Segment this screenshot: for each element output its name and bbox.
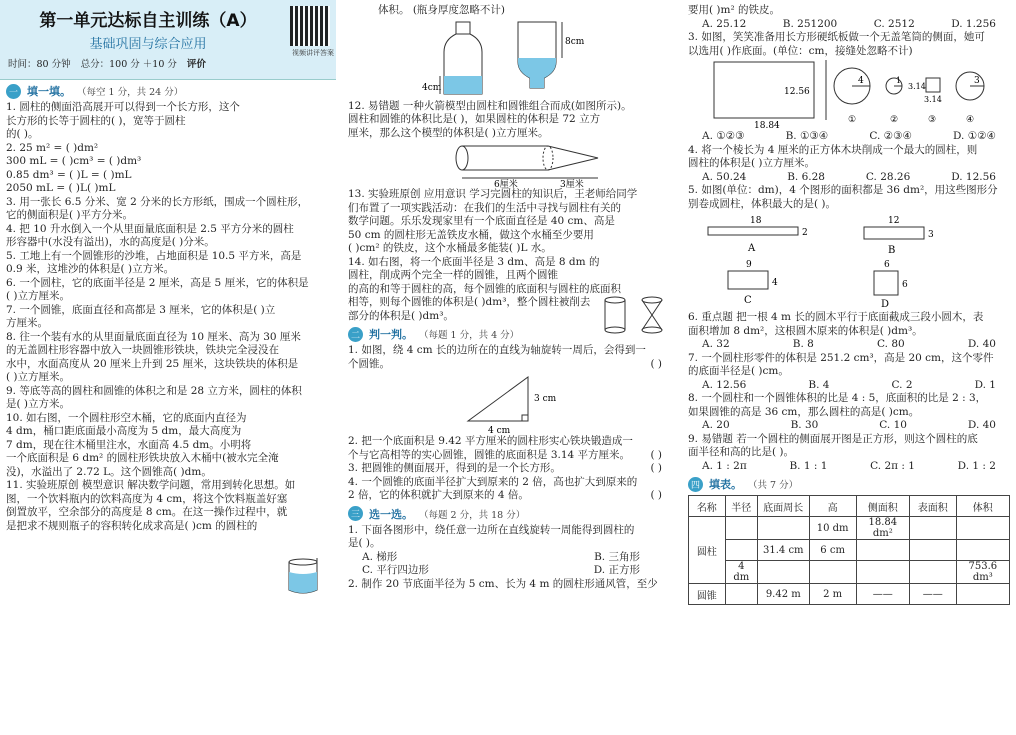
table-cell[interactable] xyxy=(856,540,909,561)
table-cell[interactable] xyxy=(725,584,757,605)
question-4-line-1: 4. 将一个棱长为 4 厘米的正方体木块削成一个最大的圆柱，则 xyxy=(688,143,978,156)
shape-1-label: ① xyxy=(848,115,857,125)
triangle-base: 4 cm xyxy=(488,426,511,435)
choice-1-options xyxy=(348,551,670,565)
table-cell: 2 m xyxy=(809,584,856,605)
total-score: 总分：100 分 ＋10 分 xyxy=(80,59,177,70)
option-a[interactable]: A. 梯形 xyxy=(362,550,398,563)
table-cell: 6 cm xyxy=(809,540,856,561)
column-2 xyxy=(342,0,676,735)
fill-question-line: 2050 mL = ( )L( )mL xyxy=(6,182,116,194)
table-cell[interactable] xyxy=(909,517,956,540)
option-c[interactable]: C. 平行四边形 xyxy=(362,564,429,576)
fill-question-line: 4 dm，桶口距底面最小高度为 5 dm，最大高度为 xyxy=(6,425,242,437)
section-1-header xyxy=(6,83,330,99)
question-13-line: 部分的体积是( )dm³。 xyxy=(348,309,454,322)
question-13-line: 圆柱，削成两个完全一样的圆锥，且两个圆锥 xyxy=(348,269,558,281)
option-b[interactable]: B. 三角形 xyxy=(594,550,640,563)
answer-paren[interactable]: ( ) xyxy=(650,489,662,501)
triangle-figure xyxy=(458,371,588,435)
choice-option[interactable]: D. 40 xyxy=(967,419,996,431)
section-4-header xyxy=(688,476,1010,492)
judge-1-line-1: 1. 如图，绕 4 cm 长的边所在的直线为轴旋转一周后，会得到一 xyxy=(348,344,646,356)
judge-1-line-2: 个圆锥。 ( ) xyxy=(348,357,662,370)
title-box xyxy=(0,0,336,80)
rect-c-height: 4 xyxy=(772,278,778,288)
choice-options xyxy=(688,379,1010,393)
rocket-cone-length: 3厘米 xyxy=(560,180,584,188)
page-subtitle: 基础巩固与综合应用 xyxy=(89,37,207,52)
fill-question-line: 的( )。 xyxy=(6,128,39,140)
section-number: 四 xyxy=(688,477,703,492)
section-number: 二 xyxy=(348,327,363,342)
choice-2-line: 2. 制作 20 节底面半径为 5 cm、长为 4 m 的圆柱形通风管，至少 xyxy=(348,577,658,590)
choice-2-line-2: 要用( )m² 的铁皮。 xyxy=(688,4,781,16)
choice-q8-line: 如果圆锥的高是 36 cm，那么圆柱的高是( )cm。 xyxy=(688,405,920,418)
option-b[interactable]: B. 6.28 xyxy=(787,170,825,183)
rocket-cylinder-length: 6厘米 xyxy=(494,180,518,188)
fill-question-line: 形容器中(水没有溢出)，水的高度是( )分米。 xyxy=(6,236,215,248)
fill-question-line: 没)，水溢出了 2.72 L。这个圆锥高( )dm。 xyxy=(6,465,212,478)
choice-option[interactable]: C. 80 xyxy=(877,338,905,350)
table-header: 表面积 xyxy=(909,496,956,517)
judge-question-line: 个与它高相等的实心圆锥，圆锥的底面积是 3.14 平方厘米。 ( ) xyxy=(348,448,662,461)
choice-option[interactable]: C. 2π : 1 xyxy=(870,459,915,472)
cone-cylinder-figure xyxy=(600,294,670,338)
fill-question-line: 300 mL = ( )cm³ = ( )dm³ xyxy=(6,155,142,167)
choice-q9-line: 9. 易错题 若一个圆柱的侧面展开图是正方形，则这个圆柱的底 xyxy=(688,432,978,445)
fill-question-line: 3. 用一张长 6.5 分米、宽 2 分米的长方形纸，围成一个圆柱形， xyxy=(6,195,309,208)
section-title: 判一判。 xyxy=(369,328,413,341)
section-title: 选一选。 xyxy=(369,507,413,521)
choice-q7-line: 的底面半径是( )cm。 xyxy=(688,365,789,377)
rect-a-width: 18 xyxy=(750,216,762,226)
table-cell: —— xyxy=(909,584,956,605)
question-13-line: 50 cm 的圆柱形无盖铁皮水桶，做这个水桶至少要用 xyxy=(348,228,594,241)
choice-option[interactable]: A. 20 xyxy=(702,419,730,431)
table-cell[interactable] xyxy=(809,561,856,584)
question-13-line: ( )cm² 的铁皮，这个水桶最多能装( )L 水。 xyxy=(348,242,552,254)
time-limit: 时间：80 分钟 xyxy=(8,59,71,70)
bottle-height-2: 8cm xyxy=(565,36,585,47)
question-3-options xyxy=(688,130,1010,144)
rect-a-height: 2 xyxy=(802,228,808,238)
choice-1-line-1: 1. 下面各图形中，绕任意一边所在直线旋转一周能得到圆柱的 xyxy=(348,523,635,536)
shape-2-label: ② xyxy=(890,115,899,125)
fill-question-line: 7 dm，现在往木桶里注水，水面高 4.5 dm。小明将 xyxy=(6,438,252,451)
question-12-line: 12. 易错题 一种火箭模型由圆柱和圆锥组合而成(如图所示)。 xyxy=(348,99,632,112)
option-c[interactable]: C. 2512 xyxy=(873,17,915,30)
choice-option[interactable]: B. 1 : 1 xyxy=(789,459,828,472)
table-cell[interactable] xyxy=(757,517,809,540)
question-5-line-2: 别卷成圆柱，体积最大的是( )。 xyxy=(688,197,837,210)
choice-option[interactable]: D. 1 : 2 xyxy=(957,459,996,472)
fill-question-line: 方厘米。 xyxy=(6,317,48,329)
fill-question-line: 是( )立方米。 xyxy=(6,398,71,410)
fill-question-line: ( )立方厘米。 xyxy=(6,371,71,383)
section-3-header xyxy=(348,506,670,522)
question-13-line: 们布置了一项实践活动：在我们的生活中寻找与圆柱有关的 xyxy=(348,201,621,214)
page-title: 第一单元达标自主训练（A） xyxy=(39,11,257,31)
question-12-line: 圆柱和圆锥的体积比是( )，如果圆柱的体积是 72 立方 xyxy=(348,113,601,125)
choice-q9-line: 面半径和高的比是( )。 xyxy=(688,446,795,458)
table-cell[interactable] xyxy=(856,561,909,584)
fill-question-line: ( )立方厘米。 xyxy=(6,290,71,302)
rect-width-label: 18.84 xyxy=(754,121,780,130)
table-cell: 753.6 dm³ xyxy=(956,561,1009,584)
question-13-line: 数学问题。乐乐发现家里有一个底面直径是 40 cm、高是 xyxy=(348,215,615,227)
choice-q6-line: 6. 重点题 把一根 4 m 长的圆木平行于底面截成三段小圆木，表 xyxy=(688,311,984,323)
exam-meta xyxy=(8,56,328,70)
judge-questions xyxy=(348,435,670,503)
section-note: （每空 1 分，共 24 分） xyxy=(77,87,184,98)
qr-code-icon[interactable] xyxy=(290,6,330,46)
choice-1-line-2: 是( )。 xyxy=(348,537,381,549)
question-3-line-1: 3. 如图，笑笑准备用长方形硬纸板做一个无盖笔筒的侧面，她可 xyxy=(688,31,985,43)
column-3 xyxy=(682,0,1016,735)
answer-paren[interactable]: ( ) xyxy=(650,448,662,461)
table-cell: —— xyxy=(856,584,909,605)
table-header: 侧面积 xyxy=(856,496,909,517)
table-header: 高 xyxy=(809,496,856,517)
option-b[interactable]: B. ①③④ xyxy=(785,130,829,142)
section-title: 填一填。 xyxy=(27,85,71,98)
question-12 xyxy=(348,100,670,141)
question-5-line-1: 5. 如图(单位：dm)，4 个图形的面积都是 36 dm²，用这些图形分 xyxy=(688,184,998,196)
rect-b-width: 12 xyxy=(888,216,900,226)
fill-questions xyxy=(6,101,330,533)
fill-question-line: 倒置放平，空余部分的高度是 8 cm。在这一操作过程中，就 xyxy=(6,506,288,518)
option-d[interactable]: D. ①②④ xyxy=(953,130,996,142)
rect-c-width: 9 xyxy=(746,260,752,270)
section-title: 填表。 xyxy=(709,478,742,491)
bottle-figure xyxy=(408,18,588,100)
option-b[interactable]: B. 251200 xyxy=(782,17,838,30)
rect-height-label: 12.56 xyxy=(784,87,810,97)
choice-options xyxy=(688,419,1010,433)
fill-question-line: 6. 一个圆柱，它的底面半径是 2 厘米，高是 5 厘米，它的体积是 xyxy=(6,276,309,289)
table-cell: 31.4 cm xyxy=(757,540,809,561)
question-13-line: 相等，则每个圆锥的体积是( )dm³，整个圆柱被削去 xyxy=(348,296,591,308)
option-a[interactable]: A. 50.24 xyxy=(702,170,747,183)
choice-option[interactable]: C. 2 xyxy=(891,378,913,391)
table-cell: 18.84 dm² xyxy=(856,517,909,540)
option-d[interactable]: D. 正方形 xyxy=(593,564,640,576)
option-c[interactable]: C. ②③④ xyxy=(869,130,912,142)
question-12-line: 厘米，那么这个模型的体积是( )立方厘米。 xyxy=(348,126,549,139)
choice-1-options-2 xyxy=(348,564,670,578)
choice-q6-line: 面积增加 8 dm²，这根圆木原来的体积是( )dm³。 xyxy=(688,324,923,337)
square-side-2: 3.14 xyxy=(924,95,942,104)
column-1 xyxy=(0,0,336,735)
choice-option[interactable]: A. 32 xyxy=(702,338,730,350)
table-header: 半径 xyxy=(725,496,757,517)
table-cell[interactable] xyxy=(909,540,956,561)
fill-question-line: 10. 如右图，一个圆柱形空木桶，它的底面内直径为 xyxy=(6,411,247,424)
fill-question-line: 4. 把 10 升水倒入一个从里面量底面积是 2.5 平方分米的圆柱 xyxy=(6,222,294,235)
choice-option[interactable]: A. 1 : 2π xyxy=(702,459,747,472)
table-cell: 4 dm xyxy=(725,561,757,584)
fill-question-line: 9. 等底等高的圆柱和圆锥的体积之和是 28 立方米，圆柱的体积 xyxy=(6,384,302,397)
table-cell[interactable] xyxy=(956,540,1009,561)
fill-table xyxy=(688,495,1010,605)
fill-question-line: 是把求不规则瓶子的容积转化成求高是( )cm 的圆柱的 xyxy=(6,519,258,532)
fill-question-line: 2. 25 m² = ( )dm² xyxy=(6,141,99,154)
table-cell[interactable] xyxy=(956,584,1009,605)
table-cell: 9.42 m xyxy=(757,584,809,605)
table-cell[interactable] xyxy=(956,517,1009,540)
answer-paren[interactable]: ( ) xyxy=(650,462,662,474)
circle-4-radius: 3 xyxy=(974,76,980,86)
choice-option[interactable]: D. 40 xyxy=(967,338,996,350)
fill-question-line: 5. 工地上有一个圆锥形的沙堆，占地面积是 10.5 平方米，高是 xyxy=(6,249,302,262)
shape-3-label: ③ xyxy=(928,115,937,125)
circle-2-radius: 1 xyxy=(896,76,902,85)
rect-a-label: A xyxy=(748,243,756,254)
question-4-line-2: 圆柱的体积是( )立方厘米。 xyxy=(688,157,816,169)
square-side-1: 3.14 xyxy=(908,82,926,91)
table-header: 底面周长 xyxy=(757,496,809,517)
paper-shapes-figure xyxy=(688,58,998,130)
table-cell[interactable] xyxy=(725,540,757,561)
rect-d-label: D xyxy=(881,299,890,310)
choice-option[interactable]: D. 1 xyxy=(974,378,996,391)
rect-d-height: 6 xyxy=(902,280,908,290)
question-13-line: 14. 如右图，将一个底面半径是 3 dm、高是 8 dm 的 xyxy=(348,255,600,268)
rect-c-label: C xyxy=(744,295,752,306)
question-text: 体积。 (瓶身厚度忽略不计) xyxy=(378,4,506,16)
fill-question-line: 0.85 dm³ = ( )L = ( )mL xyxy=(6,168,132,181)
table-cell[interactable] xyxy=(757,561,809,584)
choice-2-options xyxy=(688,18,1010,32)
option-c[interactable]: C. 28.26 xyxy=(865,170,911,183)
judge-question-line: 2. 把一个底面积是 9.42 平方厘米的圆柱形实心铁块锻造成一 xyxy=(348,435,633,447)
section-number: 一 xyxy=(6,84,21,99)
fill-question-line: 8. 往一个装有水的从里面量底面直径为 10 厘米、高为 30 厘米 xyxy=(6,330,301,343)
judge-question-line: 2 倍，它的体积就扩大到原来的 4 倍。 ( ) xyxy=(348,489,662,501)
choice-q8-line: 8. 一个圆柱和一个圆锥体积的比是 4 : 5，底面积的比是 2 : 3， xyxy=(688,392,987,404)
circle-1-radius: 4 xyxy=(858,76,864,86)
fill-question-line: 它的侧面积是( )平方分米。 xyxy=(6,209,134,221)
table-cell: 圆柱 xyxy=(689,517,726,584)
rectangles-figure xyxy=(688,211,998,311)
choice-option[interactable]: B. 30 xyxy=(790,419,819,431)
option-d[interactable]: D. 1.256 xyxy=(951,17,996,30)
fill-question-line: 11. 实验班原创 模型意识 解决数学问题，常用到转化思想。如 xyxy=(6,479,296,491)
fill-question-line: 一个底面积是 6 dm² 的圆柱形铁块放入木桶中(被水完全淹 xyxy=(6,452,279,464)
choice-options xyxy=(688,338,1010,352)
table-header: 名称 xyxy=(689,496,726,517)
judge-question-line: 4. 一个圆锥的底面半径扩大到原来的 2 倍，高也扩大到原来的 xyxy=(348,475,638,488)
table-row xyxy=(689,540,1010,561)
choice-options xyxy=(688,460,1010,474)
choice-q7-line: 7. 一个圆柱形零件的体积是 251.2 cm³，高是 20 cm，这个零件 xyxy=(688,351,994,364)
fill-question-line: 0.9 米，这堆沙的体积是( )立方米。 xyxy=(6,263,175,275)
table-header: 体积 xyxy=(956,496,1009,517)
fill-question-line: 长方形的长等于圆柱的( )，宽等于圆柱 xyxy=(6,114,186,127)
question-3-line-2: 以选用( )作底面。(单位：cm，接缝处忽略不计) xyxy=(688,44,913,57)
rect-d-width: 6 xyxy=(884,260,890,270)
choice-questions-6-9 xyxy=(688,311,1010,473)
choice-option[interactable]: A. 12.56 xyxy=(702,378,747,391)
table-row xyxy=(689,517,1010,540)
qr-label: 视频讲评答案 xyxy=(292,49,334,57)
bottle-height-1: 4cm xyxy=(422,82,442,93)
table-row xyxy=(689,584,1010,605)
option-a[interactable]: A. 25.12 xyxy=(702,17,747,30)
rect-b-height: 3 xyxy=(928,230,934,240)
section-note: （每题 2 分，共 18 分） xyxy=(419,509,526,521)
fill-question-line: 7. 一个圆锥，底面直径和高都是 3 厘米，它的体积是( )立 xyxy=(6,303,276,316)
question-4-options xyxy=(688,171,1010,185)
fill-question-line: 1. 圆柱的侧面沿高展开可以得到一个长方形，这个 xyxy=(6,101,240,113)
choice-option[interactable]: C. 10 xyxy=(879,419,907,431)
option-d[interactable]: D. 12.56 xyxy=(951,170,996,183)
question-13-line: 的高的和等于圆柱的高，每个圆锥的底面积与圆柱的底面积 xyxy=(348,282,621,295)
option-a[interactable]: A. ①②③ xyxy=(702,130,745,142)
choice-option[interactable]: B. 4 xyxy=(808,378,830,391)
table-cell: 圆锥 xyxy=(689,584,726,605)
eval-label: 评价 xyxy=(186,59,206,70)
table-cell: 10 dm xyxy=(809,517,856,540)
judge-question-line: 3. 把圆锥的侧面展开，得到的是一个长方形。 ( ) xyxy=(348,462,662,474)
section-number: 三 xyxy=(348,506,363,521)
choice-option[interactable]: B. 8 xyxy=(792,338,814,350)
fill-question-line: 的无盖圆柱形容器中放入一块圆锥形铁块，铁块完全浸没在 xyxy=(6,344,279,356)
rect-b-label: B xyxy=(888,245,896,256)
table-row xyxy=(689,561,1010,584)
rocket-figure xyxy=(448,140,628,188)
section-note: （每题 1 分，共 4 分） xyxy=(419,330,520,341)
table-cell[interactable] xyxy=(725,517,757,540)
fill-question-line: 水中，水面高度从 20 厘米上升到 25 厘米，这块铁块的体积是 xyxy=(6,357,299,370)
section-note: （共 7 分） xyxy=(748,480,799,491)
fill-question-line: 图，一个饮料瓶内的饮料高度为 4 cm，将这个饮料瓶盖好塞 xyxy=(6,492,288,505)
bucket-figure xyxy=(286,556,320,596)
triangle-height: 3 cm xyxy=(534,394,557,404)
question-13-line: 13. 实验班原创 应用意识 学习完圆柱的知识后，王老师给同学 xyxy=(348,188,638,200)
shape-4-label: ④ xyxy=(966,115,975,125)
table-cell[interactable] xyxy=(909,561,956,584)
